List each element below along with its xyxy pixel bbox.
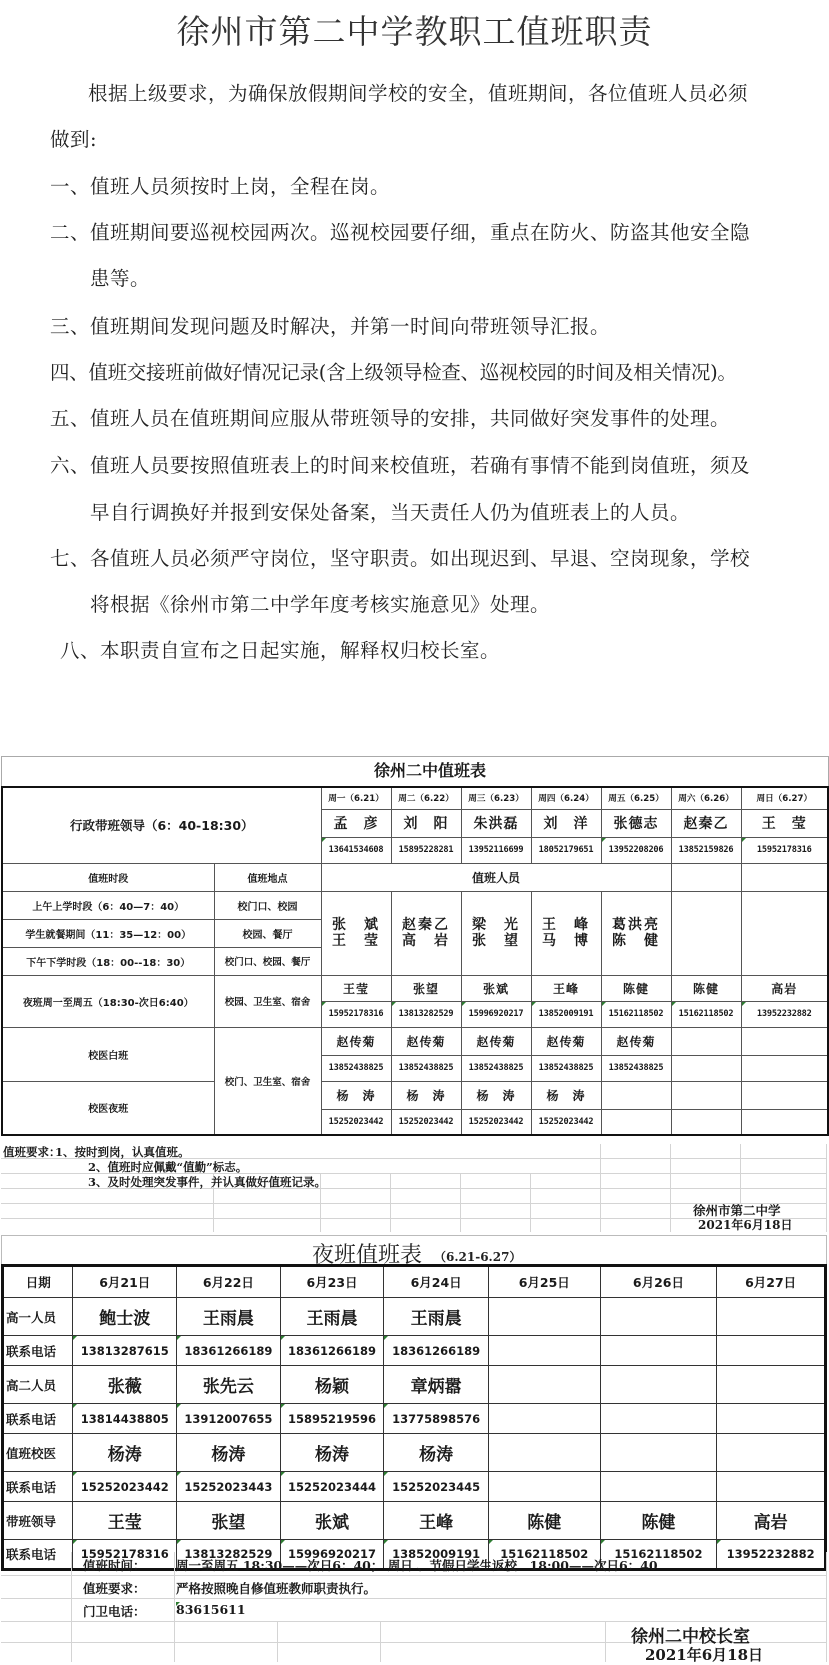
phone-number: 13952232882	[717, 1540, 826, 1570]
doctor-location: 校门、卫生室、宿舍	[214, 1027, 321, 1135]
document-title: 徐州市第二中学教职工值班职责	[176, 12, 653, 51]
person-name: 陈健	[600, 1502, 717, 1540]
rule-3: 三、值班期间发现问题及时解决，并第一时间向带班领导汇报。	[50, 315, 611, 338]
duty-time-label: 值班时间：	[83, 1558, 146, 1573]
phone-number	[717, 1404, 826, 1434]
row-label: 联系电话	[3, 1472, 73, 1502]
person-name: 王雨晨	[177, 1298, 281, 1336]
night-table-footer	[1, 1552, 827, 1662]
row-label: 值班校医	[3, 1434, 73, 1472]
doctor-night-phone: 15252023442	[461, 1109, 531, 1135]
duty-time-value: 周一至周五 18:30——次日6：40； 周日 、节假日学生返校 18:00——次日6：40	[176, 1558, 658, 1573]
night-table-row	[3, 1298, 826, 1336]
rule-6-cont: 早自行调换好并报到安保处备案，当天责任人仍为值班表上的人员。	[90, 501, 691, 524]
person-name	[600, 1298, 717, 1336]
night-table-row	[3, 1366, 826, 1404]
doctor-day-name: 赵传菊	[321, 1027, 391, 1055]
phone-number	[600, 1404, 717, 1434]
phone-number: 15895219596	[280, 1404, 384, 1434]
phone-number: 18361266189	[280, 1336, 384, 1366]
row-label: 带班领导	[3, 1502, 73, 1540]
empty-cell	[671, 1055, 741, 1081]
night-phone: 15996920217	[461, 1001, 531, 1027]
rule-5: 五、值班人员在值班期间应服从带班领导的安排，共同做好突发事件的处理。	[50, 407, 731, 430]
person-name: 杨颖	[280, 1366, 384, 1404]
rule-6: 六、值班人员要按照值班表上的时间来校值班，若确有事情不能到岗值班，须及	[50, 454, 751, 477]
intro-line-2: 做到:	[50, 128, 98, 151]
empty-cell	[741, 863, 828, 891]
empty-cell	[741, 891, 828, 975]
date-header: 6月26日	[600, 1266, 717, 1298]
phone-number: 15996920217	[280, 1540, 384, 1570]
period-name: 下午下学时段（18：00--18：30）	[2, 947, 214, 975]
phone-number: 15252023445	[384, 1472, 489, 1502]
signature-date: 2021年6月18日	[698, 1218, 793, 1232]
empty-cell	[601, 1081, 671, 1109]
phone-number	[488, 1336, 600, 1366]
day-header: 周五（6.25）	[601, 787, 671, 809]
night-phone: 13852009191	[531, 1001, 601, 1027]
doctor-night-name: 杨 涛	[391, 1081, 461, 1109]
day-staff: 葛洪亮 陈 健	[601, 891, 671, 975]
person-name: 王雨晨	[384, 1298, 489, 1336]
empty-cell	[671, 1109, 741, 1135]
person-name: 王莹	[73, 1502, 177, 1540]
phone-number: 15252023444	[280, 1472, 384, 1502]
empty-cell	[671, 891, 741, 975]
row-label: 联系电话	[3, 1540, 73, 1570]
rule-4: 四、值班交接班前做好情况记录(含上级领导检查、巡视校园的时间及相关情况)。	[50, 361, 737, 384]
night-table-subtitle: （6.21-6.27）	[434, 1250, 522, 1264]
leader-name: 赵秦乙	[671, 809, 741, 837]
rule-1: 一、值班人员须按时上岗，全程在岗。	[50, 175, 391, 198]
phone-number	[600, 1336, 717, 1366]
night-table-row	[3, 1502, 826, 1540]
date-header: 6月21日	[73, 1266, 177, 1298]
day-header: 周一（6.21）	[321, 787, 391, 809]
phone-number: 18361266189	[384, 1336, 489, 1366]
phone-number	[488, 1472, 600, 1502]
doctor-night-name: 杨 涛	[321, 1081, 391, 1109]
night-label: 夜班周一至周五（18:30-次日6:40）	[2, 975, 214, 1027]
doctor-night-label: 校医夜班	[2, 1081, 214, 1135]
person-name: 张先云	[177, 1366, 281, 1404]
col-header-period: 值班时段	[2, 863, 214, 891]
leader-name: 朱洪磊	[461, 809, 531, 837]
person-name	[488, 1434, 600, 1472]
phone-number: 13814438805	[73, 1404, 177, 1434]
doctor-day-phone: 13852438825	[391, 1055, 461, 1081]
person-name: 张斌	[280, 1502, 384, 1540]
person-name	[717, 1298, 826, 1336]
leader-name: 孟 彦	[321, 809, 391, 837]
phone-number: 13852009191	[384, 1540, 489, 1570]
day-header: 周二（6.22）	[391, 787, 461, 809]
row-label: 联系电话	[3, 1336, 73, 1366]
doctor-day-phone: 13852438825	[321, 1055, 391, 1081]
person-name	[488, 1298, 600, 1336]
guard-phone-value: 83615611	[176, 1602, 829, 1617]
period-name: 上午上学时段（6：40—7：40）	[2, 891, 214, 919]
leader-label: 行政带班领导（6：40-18:30）	[2, 787, 321, 863]
night-phone: 15162118502	[671, 1001, 741, 1027]
empty-cell	[741, 1081, 828, 1109]
person-name: 杨涛	[384, 1434, 489, 1472]
empty-cell	[671, 863, 741, 891]
night-phone: 13952232882	[741, 1001, 828, 1027]
guard-phone-label: 门卫电话：	[83, 1604, 146, 1619]
leader-phone: 13952208206	[601, 837, 671, 863]
day-header: 周三（6.23）	[461, 787, 531, 809]
period-location: 校门口、校园	[214, 891, 321, 919]
requirement-item: 2、值班时应佩戴“值勤”标志。	[88, 1160, 248, 1174]
phone-number: 15252023443	[177, 1472, 281, 1502]
night-staff: 王峰	[531, 975, 601, 1001]
date-header: 6月23日	[280, 1266, 384, 1298]
person-name: 杨涛	[280, 1434, 384, 1472]
phone-number: 13912007655	[177, 1404, 281, 1434]
phone-number	[717, 1472, 826, 1502]
phone-number: 15162118502	[600, 1540, 717, 1570]
night-location: 校园、卫生室、宿舍	[214, 975, 321, 1027]
person-name: 章炳嚣	[384, 1366, 489, 1404]
rule-8: 八、本职责自宣布之日起实施，解释权归校长室。	[60, 639, 501, 662]
row-label: 联系电话	[3, 1404, 73, 1434]
night-table-row	[3, 1404, 826, 1434]
doctor-night-phone: 15252023442	[321, 1109, 391, 1135]
phone-number: 15252023442	[73, 1472, 177, 1502]
day-header: 周四（6.24）	[531, 787, 601, 809]
night-table-title-bar	[1, 1235, 827, 1266]
day-header: 周日（6.27）	[741, 787, 828, 809]
person-name	[600, 1366, 717, 1404]
empty-cell	[671, 1027, 741, 1055]
duty-req-label: 值班要求：	[83, 1581, 146, 1596]
person-name	[488, 1366, 600, 1404]
leader-name: 王 莹	[741, 809, 828, 837]
empty-cell	[601, 1109, 671, 1135]
leader-phone: 13852159826	[671, 837, 741, 863]
duty-req-value: 严格按照晚自修值班教师职责执行。	[176, 1581, 377, 1596]
phone-number: 13813287615	[73, 1336, 177, 1366]
period-location: 校门口、校园、餐厅	[214, 947, 321, 975]
date-header: 6月25日	[488, 1266, 600, 1298]
col-header-staff: 值班人员	[321, 863, 671, 891]
person-name: 杨涛	[73, 1434, 177, 1472]
phone-number	[717, 1336, 826, 1366]
date-header: 6月24日	[384, 1266, 489, 1298]
night-staff: 陈健	[601, 975, 671, 1001]
leader-phone: 13952116699	[461, 837, 531, 863]
requirement-item: 3、及时处理突发事件，并认真做好值班记录。	[88, 1175, 326, 1189]
phone-number: 15952178316	[73, 1540, 177, 1570]
leader-name: 刘 阳	[391, 809, 461, 837]
person-name: 张望	[177, 1502, 281, 1540]
doctor-night-phone: 15252023442	[531, 1109, 601, 1135]
leader-phone: 13641534608	[321, 837, 391, 863]
night-table-row	[3, 1434, 826, 1472]
empty-cell	[671, 1081, 741, 1109]
night-table-row	[3, 1336, 826, 1366]
doctor-day-name: 赵传菊	[461, 1027, 531, 1055]
leader-phone: 15895228281	[391, 837, 461, 863]
rule-2: 二、值班期间要巡视校园两次。巡视校园要仔细，重点在防火、防盗其他安全隐	[50, 221, 751, 244]
night-staff: 陈健	[671, 975, 741, 1001]
date-label: 日期	[3, 1266, 73, 1298]
day-staff: 赵秦乙 高 岩	[391, 891, 461, 975]
leader-phone: 18052179651	[531, 837, 601, 863]
empty-cell	[741, 1027, 828, 1055]
phone-number	[488, 1404, 600, 1434]
person-name	[717, 1366, 826, 1404]
day-header: 周六（6.26）	[671, 787, 741, 809]
night-table-row	[3, 1472, 826, 1502]
phone-number: 13813282529	[177, 1540, 281, 1570]
date-header: 6月27日	[717, 1266, 826, 1298]
rule-2-cont: 患等。	[90, 267, 151, 290]
period-name: 学生就餐期间（11：35—12：00）	[2, 919, 214, 947]
doctor-day-name: 赵传菊	[531, 1027, 601, 1055]
night-signature-date: 2021年6月18日	[645, 1646, 764, 1664]
person-name: 陈健	[488, 1502, 600, 1540]
period-location: 校园、餐厅	[214, 919, 321, 947]
doctor-night-phone: 15252023442	[391, 1109, 461, 1135]
person-name: 王峰	[384, 1502, 489, 1540]
person-name: 杨涛	[177, 1434, 281, 1472]
doctor-day-name: 赵传菊	[391, 1027, 461, 1055]
requirement-item: 1、按时到岗，认真值班。	[55, 1145, 190, 1159]
duty-table-title-bar	[1, 756, 829, 787]
night-staff: 高岩	[741, 975, 828, 1001]
person-name: 鲍士波	[73, 1298, 177, 1336]
night-signature-org: 徐州二中校长室	[631, 1627, 750, 1647]
empty-cell	[741, 1055, 828, 1081]
phone-number: 15162118502	[488, 1540, 600, 1570]
person-name	[717, 1434, 826, 1472]
leader-name: 刘 洋	[531, 809, 601, 837]
night-table-title: 夜班值班表	[312, 1243, 423, 1268]
person-name	[600, 1434, 717, 1472]
phone-number	[600, 1472, 717, 1502]
night-phone: 13813282529	[391, 1001, 461, 1027]
rule-7-cont: 将根据《徐州市第二中学年度考核实施意见》处理。	[90, 593, 551, 616]
night-phone: 15952178316	[321, 1001, 391, 1027]
leader-name: 张德志	[601, 809, 671, 837]
doctor-day-label: 校医白班	[2, 1027, 214, 1081]
day-staff: 王 峰 马 博	[531, 891, 601, 975]
doctor-night-name: 杨 涛	[531, 1081, 601, 1109]
doctor-day-name: 赵传菊	[601, 1027, 671, 1055]
intro-line-1: 根据上级要求，为确保放假期间学校的安全，值班期间，各位值班人员必须	[88, 82, 749, 105]
doctor-day-phone: 13852438825	[601, 1055, 671, 1081]
night-phone: 15162118502	[601, 1001, 671, 1027]
night-staff: 张斌	[461, 975, 531, 1001]
night-staff: 张望	[391, 975, 461, 1001]
empty-cell	[741, 1109, 828, 1135]
day-staff: 梁 光 张 望	[461, 891, 531, 975]
duty-table-title: 徐州二中值班表	[373, 761, 486, 780]
col-header-location: 值班地点	[214, 863, 321, 891]
doctor-day-phone: 13852438825	[461, 1055, 531, 1081]
night-staff: 王莹	[321, 975, 391, 1001]
requirements-label: 值班要求：	[3, 1145, 61, 1159]
doctor-day-phone: 13852438825	[531, 1055, 601, 1081]
leader-phone: 15952178316	[741, 837, 828, 863]
phone-number: 18361266189	[177, 1336, 281, 1366]
person-name: 张薇	[73, 1366, 177, 1404]
person-name: 高岩	[717, 1502, 826, 1540]
row-label: 高二人员	[3, 1366, 73, 1404]
night-table	[1, 1264, 827, 1571]
signature-org: 徐州市第二中学	[693, 1203, 781, 1218]
rule-7: 七、各值班人员必须严守岗位，坚守职责。如出现迟到、早退、空岗现象，学校	[50, 547, 751, 570]
person-name: 王雨晨	[280, 1298, 384, 1336]
phone-number: 13775898576	[384, 1404, 489, 1434]
date-header: 6月22日	[177, 1266, 281, 1298]
doctor-night-name: 杨 涛	[461, 1081, 531, 1109]
day-staff: 张 斌 王 莹	[321, 891, 391, 975]
row-label: 高一人员	[3, 1298, 73, 1336]
duty-table	[1, 786, 829, 1136]
duty-table-footer	[1, 1144, 827, 1232]
